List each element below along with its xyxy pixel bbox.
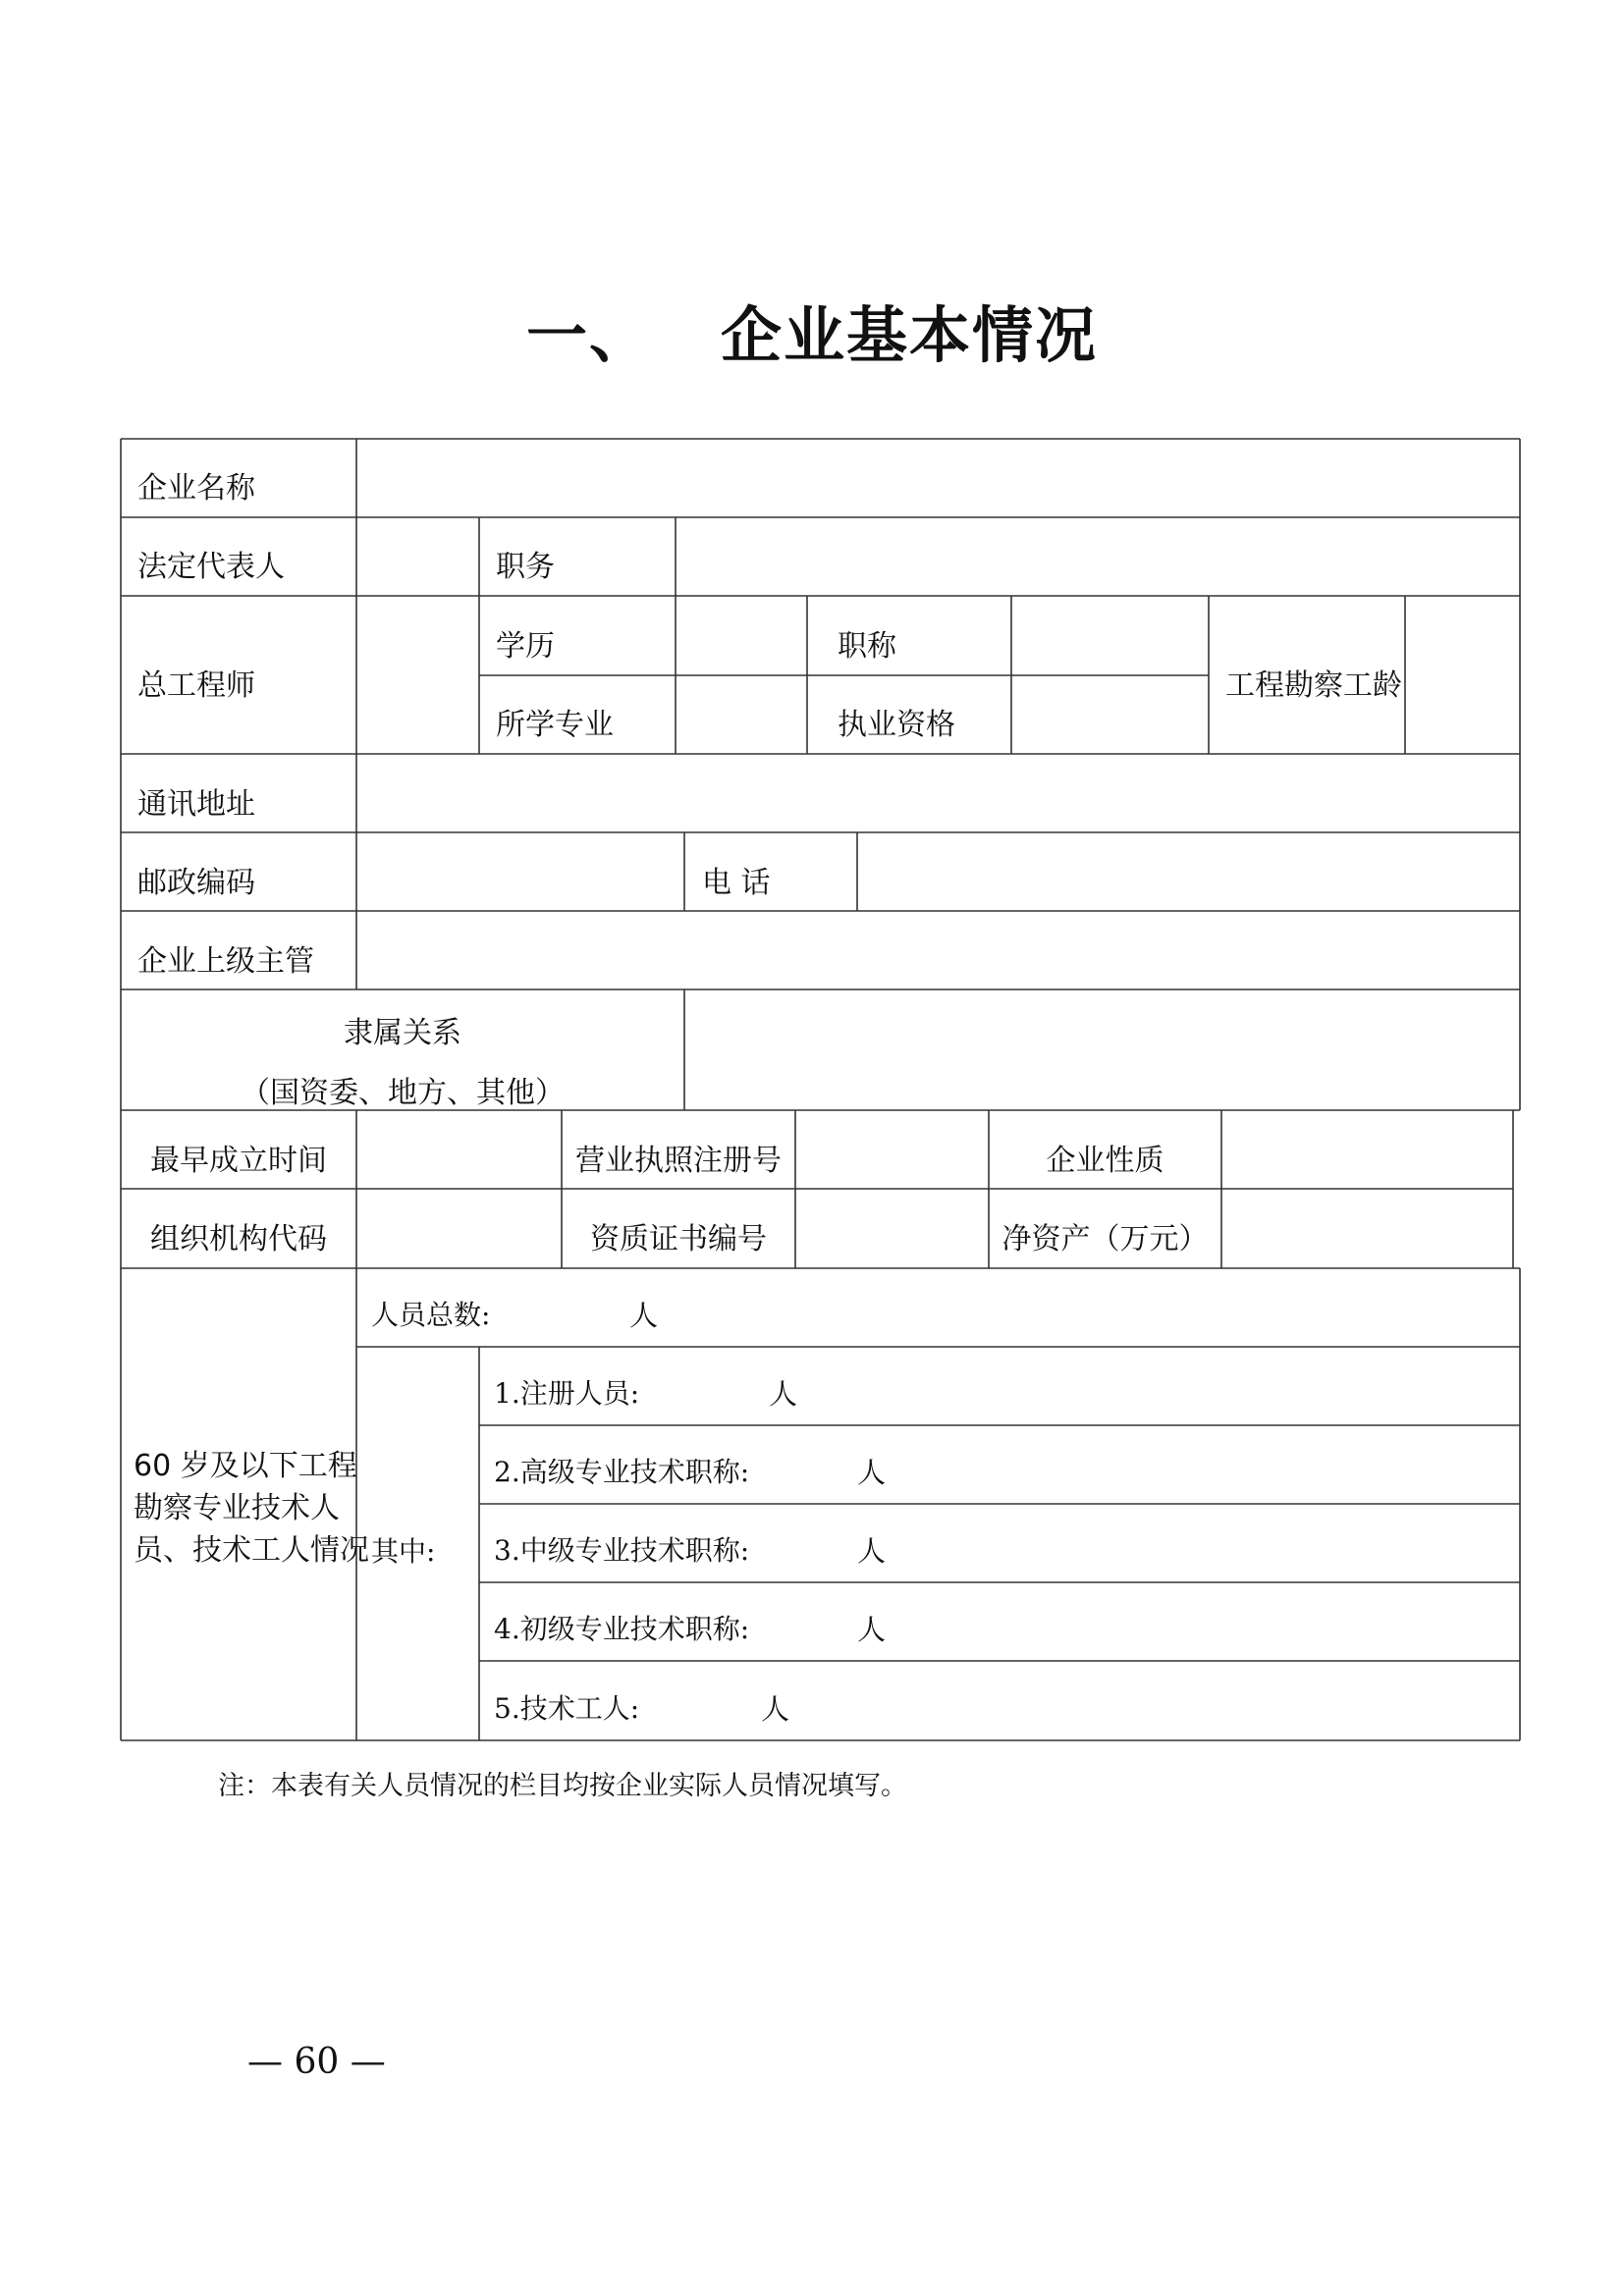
label-staff-section-line3: 员、技术工人情况: [134, 1533, 369, 1568]
label-postcode: 邮政编码: [137, 866, 255, 900]
label-major: 所学专业: [496, 708, 614, 742]
legal-rep-field[interactable]: [361, 522, 474, 591]
label-registered: 1.注册人员:: [494, 1377, 640, 1410]
unit-workers: 人: [761, 1692, 790, 1726]
label-cert-no: 资质证书编号: [590, 1222, 767, 1256]
label-workers: 5.技术工人:: [494, 1692, 640, 1725]
label-superior: 企业上级主管: [137, 944, 314, 979]
label-position: 职务: [496, 550, 555, 584]
page-number: — 60 —: [247, 2042, 386, 2082]
label-junior: 4.初级专业技术职称:: [494, 1613, 750, 1645]
label-nature: 企业性质: [1046, 1144, 1164, 1178]
label-chief-engineer: 总工程师: [137, 668, 255, 703]
title-rank-field[interactable]: [1016, 601, 1204, 670]
net-assets-field[interactable]: [1226, 1194, 1508, 1263]
label-affiliation-options: （国资委、地方、其他）: [241, 1076, 565, 1110]
major-field[interactable]: [680, 680, 802, 749]
label-address: 通讯地址: [137, 787, 255, 822]
label-company-name: 企业名称: [137, 471, 255, 506]
education-field[interactable]: [680, 601, 802, 670]
superior-field[interactable]: [361, 916, 1515, 985]
label-affiliation: 隶属关系: [344, 1016, 461, 1050]
label-staff-section-line2: 勘察专业技术人: [134, 1491, 340, 1525]
label-net-assets: 净资产（万元）: [1001, 1222, 1209, 1256]
senior-field[interactable]: [756, 1443, 844, 1487]
position-field[interactable]: [680, 522, 1515, 591]
qualification-field[interactable]: [1016, 680, 1204, 749]
label-title-rank: 职称: [838, 629, 896, 664]
company-name-field[interactable]: [361, 444, 1515, 512]
unit-total-staff: 人: [629, 1299, 659, 1332]
title-text: 企业基本情况: [721, 299, 1099, 371]
total-staff-field[interactable]: [501, 1286, 619, 1330]
form-note: 注：本表有关人员情况的栏目均按企业实际人员情况填写。: [218, 1771, 907, 1801]
label-founded: 最早成立时间: [150, 1144, 327, 1178]
label-staff-section-line1: 60 岁及以下工程: [134, 1449, 357, 1483]
label-survey-years: 工程勘察工龄: [1225, 668, 1402, 703]
label-qualification: 执业资格: [838, 708, 955, 742]
label-education: 学历: [496, 629, 555, 664]
label-legal-rep: 法定代表人: [137, 550, 285, 584]
org-code-field[interactable]: [361, 1194, 557, 1263]
nature-field[interactable]: [1226, 1115, 1508, 1184]
label-license-no: 营业执照注册号: [575, 1144, 782, 1178]
unit-registered: 人: [769, 1377, 798, 1411]
intermediate-field[interactable]: [756, 1522, 844, 1566]
label-senior: 2.高级专业技术职称:: [494, 1456, 750, 1488]
label-total-staff: 人员总数:: [371, 1299, 491, 1331]
unit-junior: 人: [857, 1613, 887, 1646]
label-intermediate: 3.中级专业技术职称:: [494, 1534, 750, 1567]
affiliation-field[interactable]: [689, 994, 1515, 1105]
phone-field[interactable]: [862, 837, 1515, 906]
postcode-field[interactable]: [361, 837, 679, 906]
junior-field[interactable]: [756, 1600, 844, 1644]
label-phone: 电 话: [702, 866, 771, 900]
survey-years-field[interactable]: [1410, 601, 1515, 749]
unit-intermediate: 人: [857, 1534, 887, 1568]
registered-field[interactable]: [648, 1364, 756, 1409]
address-field[interactable]: [361, 759, 1515, 828]
founded-field[interactable]: [361, 1115, 557, 1184]
cert-no-field[interactable]: [800, 1194, 984, 1263]
label-org-code: 组织机构代码: [150, 1222, 327, 1256]
label-of-which: 其中:: [371, 1535, 436, 1568]
unit-senior: 人: [857, 1456, 887, 1489]
license-no-field[interactable]: [800, 1115, 984, 1184]
workers-field[interactable]: [648, 1680, 756, 1724]
title-number: 一、: [525, 299, 652, 371]
